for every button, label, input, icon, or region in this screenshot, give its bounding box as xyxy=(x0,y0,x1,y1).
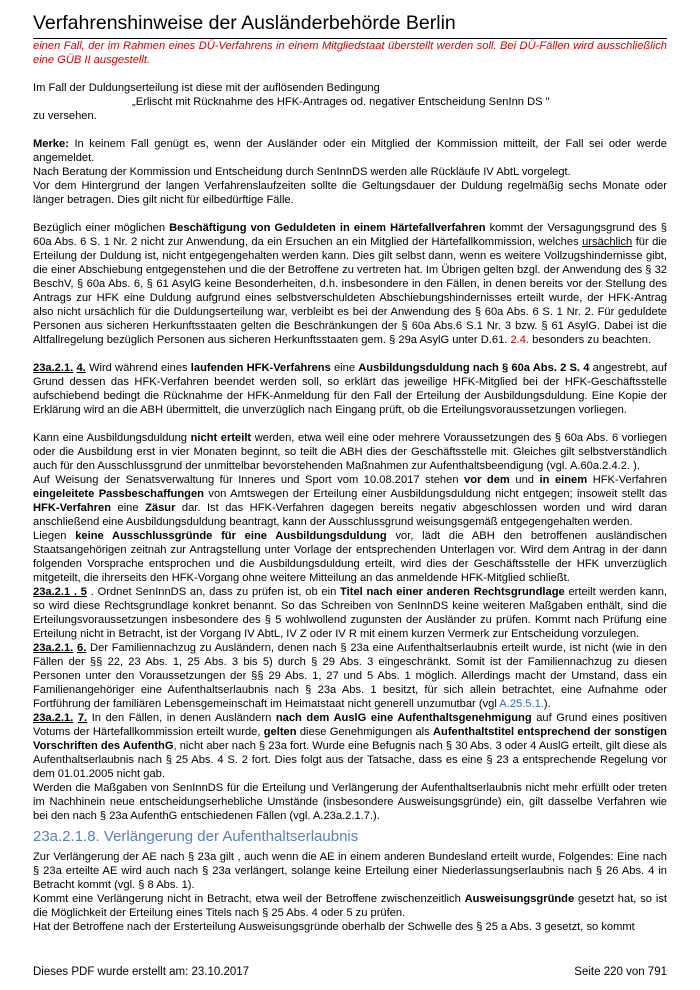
reference-link[interactable]: 2.4. xyxy=(510,334,530,346)
merke-line2: Nach Beratung der Kommission und Entscheidung durch SenInnDS werden alle Rückläufe IV AbtL vorgelegt. xyxy=(33,166,571,178)
merke-paragraph xyxy=(33,137,667,165)
footer-page-number: Seite 220 von 791 xyxy=(574,966,667,978)
section-7-followup: Werden die Maßgaben von SenInnDS für die Erteilung und Verlängerung der Aufenthaltserlaubnis nicht mehr erfüllt oder treten im Nachhinein neue entscheidungserhebliche Umstände (insbesondere Ausweisungsgründe) ein, gilt dasselbe Verfahren wie bei den nach § 23a AufenthG entschiedenen Fällen (vgl. A.23a.2.1.7.). xyxy=(33,782,667,822)
section-7-paragraph: 23a.2.1. 7. In den Fällen, in denen Ausländern nach dem AuslG eine Aufenthaltsgenehmigung auf Grund eines positiven Votums der Härtefallkommission erteilt wurde, gelten diese Genehmigungen als Aufenthaltstitel entsprechend der sonstigen Vorschriften des AufenthG, nicht aber nach § 23a fort. Wurde eine Befugnis nach § 30 Abs. 3 oder 4 AuslG erteilt, gilt diese als Aufenthaltserlaubnis nach § 25 Abs. 4 S. 2 fort. Dies folgt aus der Tatsache, dass es eine § 23 a entsprechende Regelung vor dem 01.01.2005 nicht gab. xyxy=(33,712,668,780)
liegen-paragraph: Liegen keine Ausschlussgründe für eine Ausbildungsduldung vor, lädt die ABH den betroffenen ausländischen Staatsangehörigen zeitnah zur Antragstellung unter Vorlage der entsprechenden Unterlagen vor. Wird dem Antrag in der dann folgenden Vorsprache entsprochen und die Ausbildungsduldung erteilt, wird dies der Geschäftsstelle der HFK unverzüglich mitgeteilt, die ihrerseits den HFK-Vorgang ohne weitere Mitteilung an das anmeldende HFK-Mitglied schließt. xyxy=(33,530,668,584)
section-number: 23a.2.1. 4. xyxy=(33,362,86,374)
section-8-heading: 23a.2.1.8. Verlängerung der Aufenthaltserlaubnis xyxy=(33,828,359,845)
merke-line3: Vor dem Hintergrund der langen Verfahrenslaufzeiten sollte die Geltungsdauer der Duldung regelmäßig sechs Monate oder länger betragen. Dies gilt nicht für eilbedürftige Fälle. xyxy=(33,180,667,206)
section-8-paragraph-1: Zur Verlängerung der AE nach § 23a gilt , auch wenn die AE in einem anderen Bundesland erteilt wurde, Folgendes: Eine nach § 23a erteilte AE wird auch nach § 23a verlängert, solange keine Erteilung einer Niederlassungserlaubnis nach § 26 Abs. 4 in Betracht kommt (vgl. § 8 Abs. 1). xyxy=(33,851,667,891)
beschaeftigung-paragraph: Bezüglich einer möglichen Beschäftigung von Geduldeten in einem Härtefallverfahren kommt der Versagungsgrund des § 60a Abs. 6 S. 1 Nr. 2 nicht zur Anwendung, da ein Ersuchen an ein Mitglied der Härtefallkommission, welches ursächlich für die Erteilung der Duldung ist, nicht entgegengehalten werden kann. Dies gilt selbst dann, wenn es weitere Vollzugshindernisse gibt, die einer Abschiebung entgegenstehen und die der Betroffene zu vertreten hat. Im Übrigen gelten bzgl. der Anwendung des § 32 BeschV, § 60a Abs. 6, § 61 AsylG keine Besonderheiten, d.h. insbesondere in den Fällen, in denen bereits vor der Stellung des Antrags zur HFK eine Duldung aufgrund eines selbstverschuldeten Abschiebungshindernisses erteilt wurde, der HFK-Antrag also nicht ursächlich für die Duldungserteilung war, verbleibt es bei der Anwendung des § 60a Abs. 6 S. 1 Nr. 2. Für geduldete Personen aus sicheren Herkunftsstaaten gelten die Beschränkungen der § 60a Abs.6 S.1 Nr. 3 bzw. § 61 AsylG. Dabei ist die Altfallregelung bezüglich Personen aus sicheren Herkunftsstaaten gem. § 29a AsylG unter D.61. 2.4. besonders zu beachten. xyxy=(33,222,668,346)
document-body xyxy=(33,39,667,934)
merke-text: In keinem Fall genügt es, wenn der Ausländer oder ein Mitglied der Kommission mitteilt, der Fall sei oder werde angemeldet. xyxy=(33,138,667,164)
kann-paragraph: Kann eine Ausbildungsduldung nicht erteilt werden, etwa weil eine oder mehrere Voraussetzungen des § 60a Abs. 6 vorliegen oder die Ausbildung erst in vier Monaten beginnt, so teilt die ABH dies der Geschäftsstelle mit. Gleiches gilt selbstverständlich auch für den Ausschlussgrund der unmittelbar bevorstehenden Maßnahmen zur Aufenthaltsbeendigung (vgl. A.60a.2.4.2. ). xyxy=(33,432,667,472)
section-number: 23a.2.1. 7. xyxy=(33,712,88,724)
section-4-paragraph: 23a.2.1. 4. Wird während eines laufenden HFK-Verfahrens eine Ausbildungsduldung nach § 60a Abs. 2 S. 4 angestrebt, auf Grund dessen das HFK-Verfahren beendet werden soll, so erklärt das jeweilige HFK-Mitglied bei der HFK-Geschäftsstelle aufschiebend bedingt die Rücknahme der HFK-Anmeldung für den Fall der Erteilung der Ausbildungsduldung. Eine Kopie der Erklärung wird an die ABH übermittelt, die unverzüglich nach Eingang prüft, ob die Erteilungsvoraussetzungen vorliegen. xyxy=(33,362,667,416)
section-6-paragraph: 23a.2.1. 6. Der Familiennachzug zu Ausländern, denen nach § 23a eine Aufenthaltserlaubnis erteilt wurde, ist nicht (wie in den Fällen der §§ 22, 23 Abs. 1, 25 Abs. 3 bis 5) durch § 29 Abs. 3 eingeschränkt. Somit ist der Familiennachzug zu diesen Personen unter den Voraussetzungen der §§ 29 Abs. 1, 27 und 5 Abs. 1 möglich. Allerdings macht der Umstand, dass ein Familienangehöriger eine Aufenthaltserlaubnis nach § 23a Abs. 1 besitzt, für sich allein betrachtet, eine Aufnahme oder Fortführung der familiären Lebensgemeinschaft im Heimatstaat nicht generell unzumutbar (vgl A.25.5.1.). xyxy=(33,642,667,710)
section-8-paragraph-2: Kommt eine Verlängerung nicht in Betracht, etwa weil der Betroffene zwischenzeitlich Ausweisungsgründe gesetzt hat, so ist die Möglichkeit der Erteilung eines Titels nach § 25 Abs. 4 oder 5 zu prüfen. xyxy=(33,893,667,919)
section-number: 23a.2.1. 6. xyxy=(33,642,87,654)
footer-created-date: Dieses PDF wurde erstellt am: 23.10.2017 xyxy=(33,966,250,978)
duldung-line1: Im Fall der Duldungserteilung ist diese mit der auflösenden Bedingung xyxy=(33,82,380,94)
intro-red-paragraph: einen Fall, der im Rahmen eines DÜ-Verfahrens in einem Mitgliedstaat überstellt werden soll. Bei DÜ-Fällen wird ausschließlich eine GÜB II ausgestellt. xyxy=(33,40,667,66)
duldung-quote: „Erlischt mit Rücknahme des HFK-Antrages od. negativer Entscheidung SenInn DS " xyxy=(132,96,550,108)
section-5-paragraph: 23a.2.1 . 5 . Ordnet SenInnDS an, dass zu prüfen ist, ob ein Titel nach einer anderen Rechtsgrundlage erteilt werden kann, so wird diese Rechtsgrundlage konkret benannt. So das Schreiben von SenInnDS keine weiteren Maßgaben enthält, sind die Erteilungsvoraussetzungen insbesondere des § 5 wohlwollend zugunsten der Ausländer zu prüfen. Kommt nach Prüfung eine Erteilung nicht in Betracht, ist der Vorgang IV AbtL, IV Z oder IV R mit einem kurzen Vermerk zur Entscheidung vorzulegen. xyxy=(33,586,668,640)
reference-link[interactable]: A.25.5.1. xyxy=(499,698,544,710)
section-number: 23a.2.1 . 5 xyxy=(33,586,87,598)
page-title: Verfahrenshinweise der Ausländerbehörde Berlin xyxy=(33,12,456,34)
weisung-paragraph: Auf Weisung der Senatsverwaltung für Inneres und Sport vom 10.08.2017 stehen vor dem und in einem HFK-Verfahren eingeleitete Passbeschaffungen von Amtswegen der Erteilung einer Ausbildungsduldung nicht entgegen; insoweit stellt das HFK-Verfahren eine Zäsur dar. Ist das HFK-Verfahren dagegen bereits negativ abgeschlossen worden und wird daran anschließend eine Ausbildungsduldung beantragt, kann der Ausschlussgrund weisungsgemäß entgegengehalten werden. xyxy=(33,474,668,528)
merke-label: Merke: xyxy=(33,138,69,150)
duldung-line3: zu versehen. xyxy=(33,110,97,122)
section-8-paragraph-3: Hat der Betroffene nach der Ersterteilung Ausweisungsgründe oberhalb der Schwelle des § 25 a Abs. 3 gesetzt, so kommt xyxy=(33,921,635,933)
